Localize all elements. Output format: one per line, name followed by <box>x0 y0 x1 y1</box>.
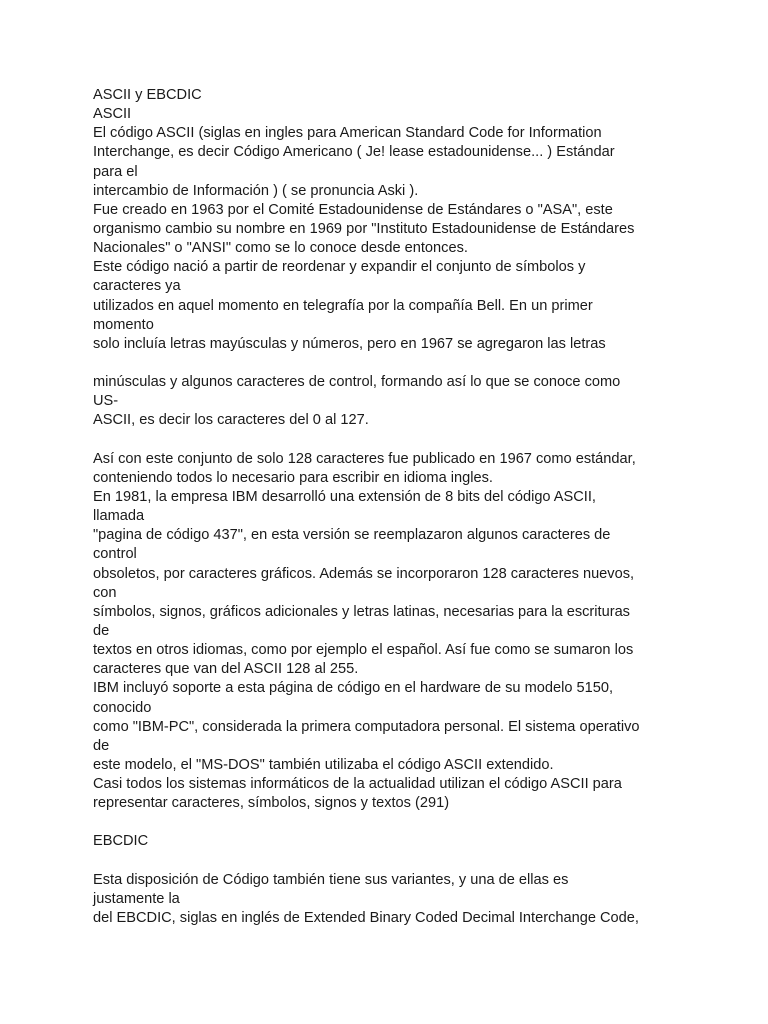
blank-line <box>93 813 683 832</box>
text-line: símbolos, signos, gráficos adicionales y letras latinas, necesarias para la escrituras <box>93 603 630 620</box>
text-line: Así con este conjunto de solo 128 caracteres fue publicado en 1967 como estándar, <box>93 450 636 467</box>
text-line: Interchange, es decir Código Americano ( Je! lease estadounidense... ) Estándar <box>93 144 615 161</box>
text-line: llamada <box>93 508 145 525</box>
text-line: caracteres ya <box>93 278 181 295</box>
text-line: El código ASCII (siglas en ingles para American Standard Code for Information <box>93 125 602 142</box>
text-line: "pagina de código 437", en esta versión se reemplazaron algunos caracteres de <box>93 527 611 544</box>
text-line: como "IBM-PC", considerada la primera computadora personal. El sistema operativo <box>93 718 640 735</box>
text-line: minúsculas y algunos caracteres de control, formando así lo que se conoce como <box>93 374 621 391</box>
text-line: este modelo, el "MS-DOS" también utilizaba el código ASCII extendido. <box>93 756 554 773</box>
text-line: US- <box>93 393 119 410</box>
text-line: solo incluía letras mayúsculas y números, pero en 1967 se agregaron las letras <box>93 335 606 352</box>
text-line: textos en otros idiomas, como por ejemplo el español. Así fue como se sumaron los <box>93 642 634 659</box>
text-line: Este código nació a partir de reordenar y expandir el conjunto de símbolos y <box>93 259 586 276</box>
text-line: caracteres que van del ASCII 128 al 255. <box>93 661 359 678</box>
document-body <box>93 86 683 928</box>
text-line: con <box>93 584 117 601</box>
text-line: Casi todos los sistemas informáticos de la actualidad utilizan el código ASCII para <box>93 776 622 793</box>
text-line: ASCII <box>93 106 132 123</box>
text-line: justamente la <box>93 890 180 907</box>
text-line: IBM incluyó soporte a esta página de código en el hardware de su modelo 5150, <box>93 680 614 697</box>
text-line: EBCDIC <box>93 833 149 850</box>
text-line: conteniendo todos lo necesario para escribir en idioma ingles. <box>93 469 493 486</box>
text-line: conocido <box>93 699 152 716</box>
text-line: organismo cambio su nombre en 1969 por "Instituto Estadounidense de Estándares <box>93 220 635 237</box>
text-line: del EBCDIC, siglas en inglés de Extended Binary Coded Decimal Interchange Code, <box>93 910 639 927</box>
text-line: Fue creado en 1963 por el Comité Estadounidense de Estándares o "ASA", este <box>93 201 613 218</box>
text-line: ASCII y EBCDIC <box>93 87 202 103</box>
text-line: control <box>93 546 137 563</box>
text-line: de <box>93 622 110 639</box>
text-line: ASCII, es decir los caracteres del 0 al 127. <box>93 412 369 429</box>
text-line: representar caracteres, símbolos, signos y textos (291) <box>93 795 450 812</box>
text-line: En 1981, la empresa IBM desarrolló una extensión de 8 bits del código ASCII, <box>93 488 596 505</box>
text-line: intercambio de Información ) ( se pronuncia Aski ). <box>93 182 419 199</box>
text-line: Esta disposición de Código también tiene sus variantes, y una de ellas es <box>93 871 569 888</box>
text-line: momento <box>93 316 154 333</box>
text-line: para el <box>93 163 138 180</box>
blank-line <box>93 852 683 871</box>
blank-line <box>93 354 683 373</box>
text-line: obsoletos, por caracteres gráficos. Además se incorporaron 128 caracteres nuevos, <box>93 565 635 582</box>
blank-line <box>93 431 683 450</box>
text-line: de <box>93 737 110 754</box>
text-line: Nacionales" o "ANSI" como se lo conoce desde entonces. <box>93 240 468 257</box>
text-line: utilizados en aquel momento en telegrafía por la compañía Bell. En un primer <box>93 297 593 314</box>
